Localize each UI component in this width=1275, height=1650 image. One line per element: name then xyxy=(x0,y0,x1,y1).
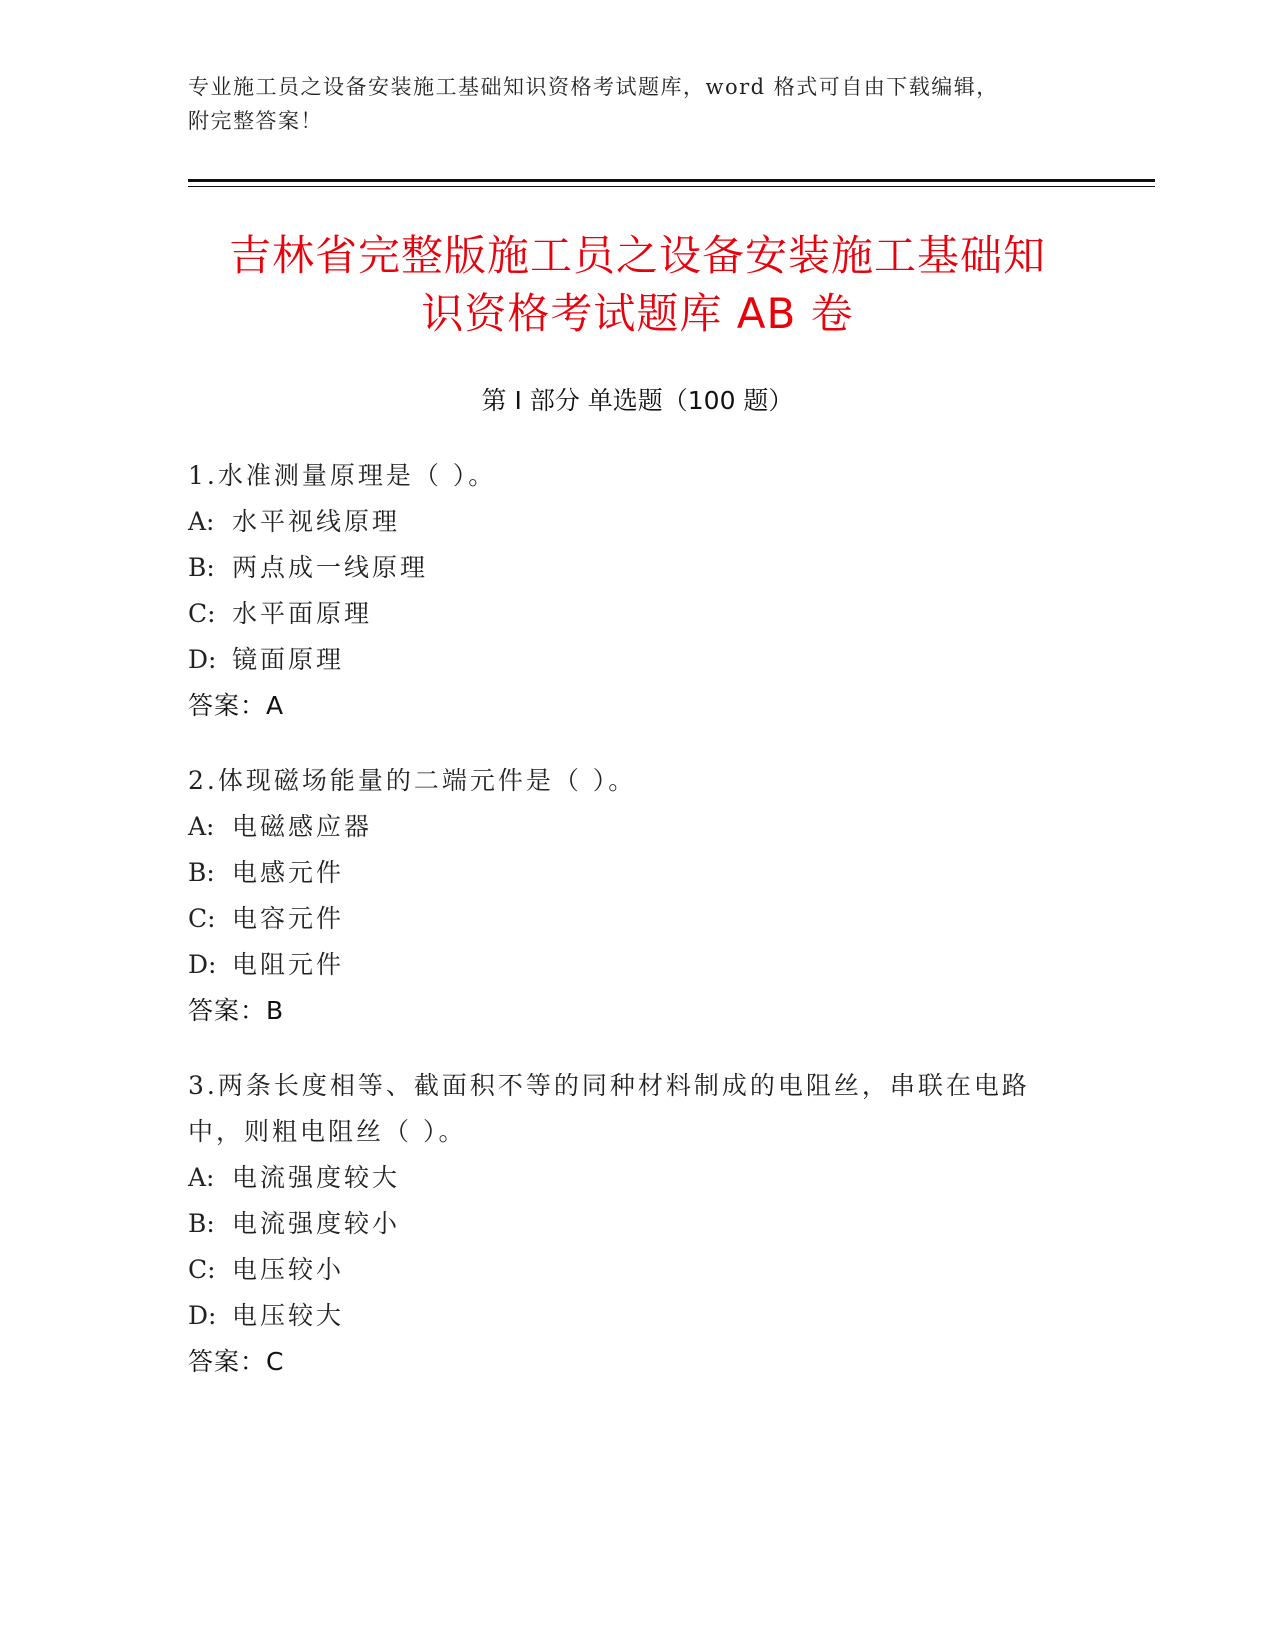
option-a xyxy=(188,1155,1088,1201)
option-letter: C: xyxy=(188,904,216,933)
question-stem-line: 1.水准测量原理是（ ）。 xyxy=(188,461,497,490)
question-stem xyxy=(188,453,1088,499)
header-divider-thick xyxy=(188,179,1155,182)
option-text: 电感元件 xyxy=(232,858,345,887)
option-letter: A: xyxy=(188,1163,215,1192)
answer-line: 答案：C xyxy=(188,1347,285,1376)
option-text: 电磁感应器 xyxy=(232,812,373,841)
option-text: 电流强度较小 xyxy=(232,1209,401,1238)
question-stem-line: 2.体现磁场能量的二端元件是（ ）。 xyxy=(188,766,637,795)
option-a xyxy=(188,804,1088,850)
option-c xyxy=(188,1247,1088,1293)
option-b xyxy=(188,1201,1088,1247)
option-text: 电流强度较大 xyxy=(232,1163,401,1192)
question-1 xyxy=(188,453,1088,729)
option-text: 镜面原理 xyxy=(232,645,345,674)
question-stem xyxy=(188,758,1088,804)
option-letter: A: xyxy=(188,812,215,841)
option-b xyxy=(188,545,1088,591)
option-text: 电压较大 xyxy=(232,1301,345,1330)
option-letter: C: xyxy=(188,599,216,628)
option-letter: B: xyxy=(188,858,215,887)
option-letter: B: xyxy=(188,1209,215,1238)
question-3 xyxy=(188,1063,1088,1385)
option-c xyxy=(188,591,1088,637)
title-line: 识资格考试题库 AB 卷 xyxy=(421,289,854,338)
option-letter: D: xyxy=(188,950,217,979)
title-line: 吉林省完整版施工员之设备安装施工基础知 xyxy=(228,231,1046,280)
option-letter: D: xyxy=(188,1301,217,1330)
question-stem xyxy=(188,1063,1088,1155)
option-letter: A: xyxy=(188,507,215,536)
question-stem-line: 3.两条长度相等、截面积不等的同种材料制成的电阻丝，串联在电路 xyxy=(188,1071,1030,1100)
question-stem-line: 中，则粗电阻丝（ ）。 xyxy=(188,1117,467,1146)
header-note xyxy=(188,70,1068,138)
option-text: 电容元件 xyxy=(232,904,345,933)
option-text: 水平视线原理 xyxy=(232,507,401,536)
question-2 xyxy=(188,758,1088,1034)
option-text: 电阻元件 xyxy=(232,950,345,979)
option-d xyxy=(188,637,1088,683)
option-c xyxy=(188,896,1088,942)
answer-line: 答案：A xyxy=(188,691,285,720)
option-a xyxy=(188,499,1088,545)
option-letter: B: xyxy=(188,553,215,582)
option-text: 两点成一线原理 xyxy=(232,553,429,582)
option-d xyxy=(188,942,1088,988)
header-note-line: 专业施工员之设备安装施工基础知识资格考试题库，word 格式可自由下载编辑， xyxy=(188,75,999,99)
option-b xyxy=(188,850,1088,896)
option-d xyxy=(188,1293,1088,1339)
option-letter: D: xyxy=(188,645,217,674)
section-heading: 第 I 部分 单选题（100 题） xyxy=(481,386,794,415)
option-letter: C: xyxy=(188,1255,216,1284)
option-text: 电压较小 xyxy=(232,1255,345,1284)
header-divider-thin xyxy=(188,186,1155,187)
answer-line: 答案：B xyxy=(188,996,285,1025)
option-text: 水平面原理 xyxy=(232,599,373,628)
header-note-line: 附完整答案！ xyxy=(188,109,323,133)
document-title xyxy=(150,227,1125,343)
